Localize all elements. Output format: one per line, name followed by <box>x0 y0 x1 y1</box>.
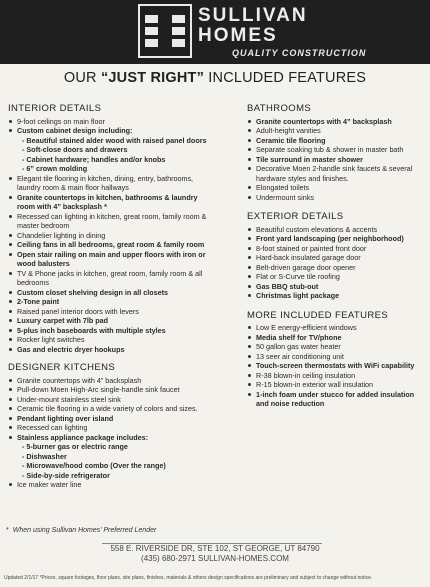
list-item: Hard-back insulated garage door <box>247 253 427 263</box>
list-item: Recessed can lighting <box>8 423 216 433</box>
list-item: Stainless appliance package includes: <box>8 433 216 443</box>
page-title <box>0 70 430 86</box>
disclaimer-text: Updated 2/1/17 *Prices, square footages, floor plans, site plans, finishes, materials & others design specifications are preliminary and subject to change without notice. <box>4 575 373 581</box>
sullivan-logo-icon <box>138 4 192 58</box>
list-item: Pendant lighting over island <box>8 414 216 424</box>
list-item: Ceramic tile flooring in a wide variety of colors and sizes. <box>8 404 216 414</box>
interior-list <box>8 117 216 355</box>
list-item: Tile surround in master shower <box>247 155 427 165</box>
list-item: Beautiful custom elevations & accents <box>247 225 427 235</box>
kitchens-list <box>8 376 216 490</box>
interior-title: INTERIOR DETAILS <box>8 103 102 114</box>
list-item: Media shelf for TV/phone <box>247 333 427 343</box>
list-item: Separate soaking tub & shower in master bath <box>247 145 427 155</box>
list-item: Elegant tile flooring in kitchen, dining, entry, bathrooms, laundry room & main floor hallways <box>8 174 216 193</box>
list-item: 13 seer air conditioning unit <box>247 352 427 362</box>
list-item: Granite countertops with 4” backsplash <box>8 376 216 386</box>
kitchens-title: DESIGNER KITCHENS <box>8 362 116 373</box>
title-emphasis: “JUST RIGHT” <box>100 70 205 86</box>
list-item: Front yard landscaping (per neighborhood) <box>247 234 427 244</box>
list-item: Granite countertops with 4” backsplash <box>247 117 427 127</box>
list-item: - 6” crown molding <box>22 164 88 173</box>
list-item: Under-mount stainless steel sink <box>8 395 216 405</box>
address-line-1: 558 E. RIVERSIDE DR, STE 102, ST GEORGE, UT 84790 <box>110 544 320 553</box>
list-item: - 5-burner gas or electric range <box>22 442 128 451</box>
footnote-text: When using Sullivan Homes’ Preferred Lender <box>12 527 157 534</box>
list-item: Undermount sinks <box>247 193 427 203</box>
brand-wordmark <box>198 6 408 58</box>
list-item: - Side-by-side refrigerator <box>22 470 110 480</box>
list-item: - Microwave/hood combo (Over the range) <box>22 461 166 470</box>
list-item: - Soft-close doors and drawers <box>22 145 128 154</box>
list-item: - Dishwasher <box>22 451 67 461</box>
exterior-title: EXTERIOR DETAILS <box>247 211 344 222</box>
list-item: Raised panel interior doors with levers <box>8 307 216 317</box>
list-item: Belt-driven garage door opener <box>247 263 427 273</box>
list-item: R-15 blown-in exterior wall insulation <box>247 380 427 390</box>
list-item: 5-plus inch baseboards with multiple styles <box>8 326 216 336</box>
title-suffix: INCLUDED FEATURES <box>204 70 367 86</box>
more-title: MORE INCLUDED FEATURES <box>247 309 389 321</box>
list-item: R-38 blown-in ceiling insulation <box>247 371 427 381</box>
list-item: Pull-down Moen High-Arc single-handle sink faucet <box>8 385 216 395</box>
left-column <box>8 104 216 490</box>
footnote-star: * <box>6 527 9 534</box>
list-item: 50 gallon gas water heater <box>247 342 427 352</box>
brand-line-2: HOMES <box>198 25 278 46</box>
list-item: Recessed can lighting in kitchen, great room, family room & master bedroom <box>8 212 216 231</box>
exterior-list <box>247 225 427 301</box>
list-item: Gas and electric dryer hookups <box>8 345 216 355</box>
list-item: Rocker light switches <box>8 335 216 345</box>
list-item: Custom cabinet design including: <box>8 126 216 136</box>
list-item: 2-Tone paint <box>8 297 216 307</box>
list-item: Ceiling fans in all bedrooms, great room & family room <box>8 240 216 250</box>
list-item: 9-foot ceilings on main floor <box>8 117 216 127</box>
list-item: Adult-height vanities <box>247 126 427 136</box>
list-item: Flat or S-Curve tile roofing <box>247 272 427 282</box>
list-item: Christmas light package <box>247 291 427 301</box>
list-item: Touch-screen thermostats with WiFi capability <box>247 361 427 371</box>
list-item: Low E energy-efficient windows <box>247 323 427 333</box>
brand-tagline: QUALITY CONSTRUCTION <box>232 48 367 58</box>
list-item: Open stair railing on main and upper floors with iron or wood balusters <box>8 250 216 269</box>
title-prefix: OUR <box>63 70 101 86</box>
bathrooms-title: BATHROOMS <box>247 103 312 114</box>
address-line-2: (435) 680-2971 SULLIVAN-HOMES.COM <box>141 554 289 563</box>
list-item: Granite countertops in kitchen, bathrooms & laundry room with 4” backsplash * <box>8 193 216 212</box>
list-item: Luxury carpet with 7lb pad <box>8 316 216 326</box>
list-item: - Beautiful stained alder wood with raised panel doors <box>22 135 207 145</box>
lender-footnote <box>6 527 156 534</box>
list-item: 8-foot stained or painted front door <box>247 244 427 254</box>
address-block <box>0 544 430 564</box>
list-item: 1-inch foam under stucco for added insulation and noise reduction <box>247 390 427 409</box>
list-item: Elongated toilets <box>247 183 427 193</box>
list-item: Gas BBQ stub-out <box>247 282 427 292</box>
header-banner <box>0 0 430 64</box>
list-item: Chandelier lighting in dining <box>8 231 216 241</box>
list-item: Custom closet shelving design in all closets <box>8 288 216 298</box>
list-item: Ceramic tile flooring <box>247 136 427 146</box>
brand-line-1: SULLIVAN <box>198 5 308 26</box>
right-column <box>247 104 427 409</box>
list-item: TV & Phone jacks in kitchen, great room, family room & all bedrooms <box>8 269 216 288</box>
list-item: - Cabinet hardware; handles and/or knobs <box>22 154 166 164</box>
more-list <box>247 323 427 409</box>
bathrooms-list <box>247 117 427 203</box>
list-item: Ice maker water line <box>8 480 216 490</box>
list-item: Decorative Moen 2-handle sink faucets & several hardware styles and finishes. <box>247 164 427 183</box>
